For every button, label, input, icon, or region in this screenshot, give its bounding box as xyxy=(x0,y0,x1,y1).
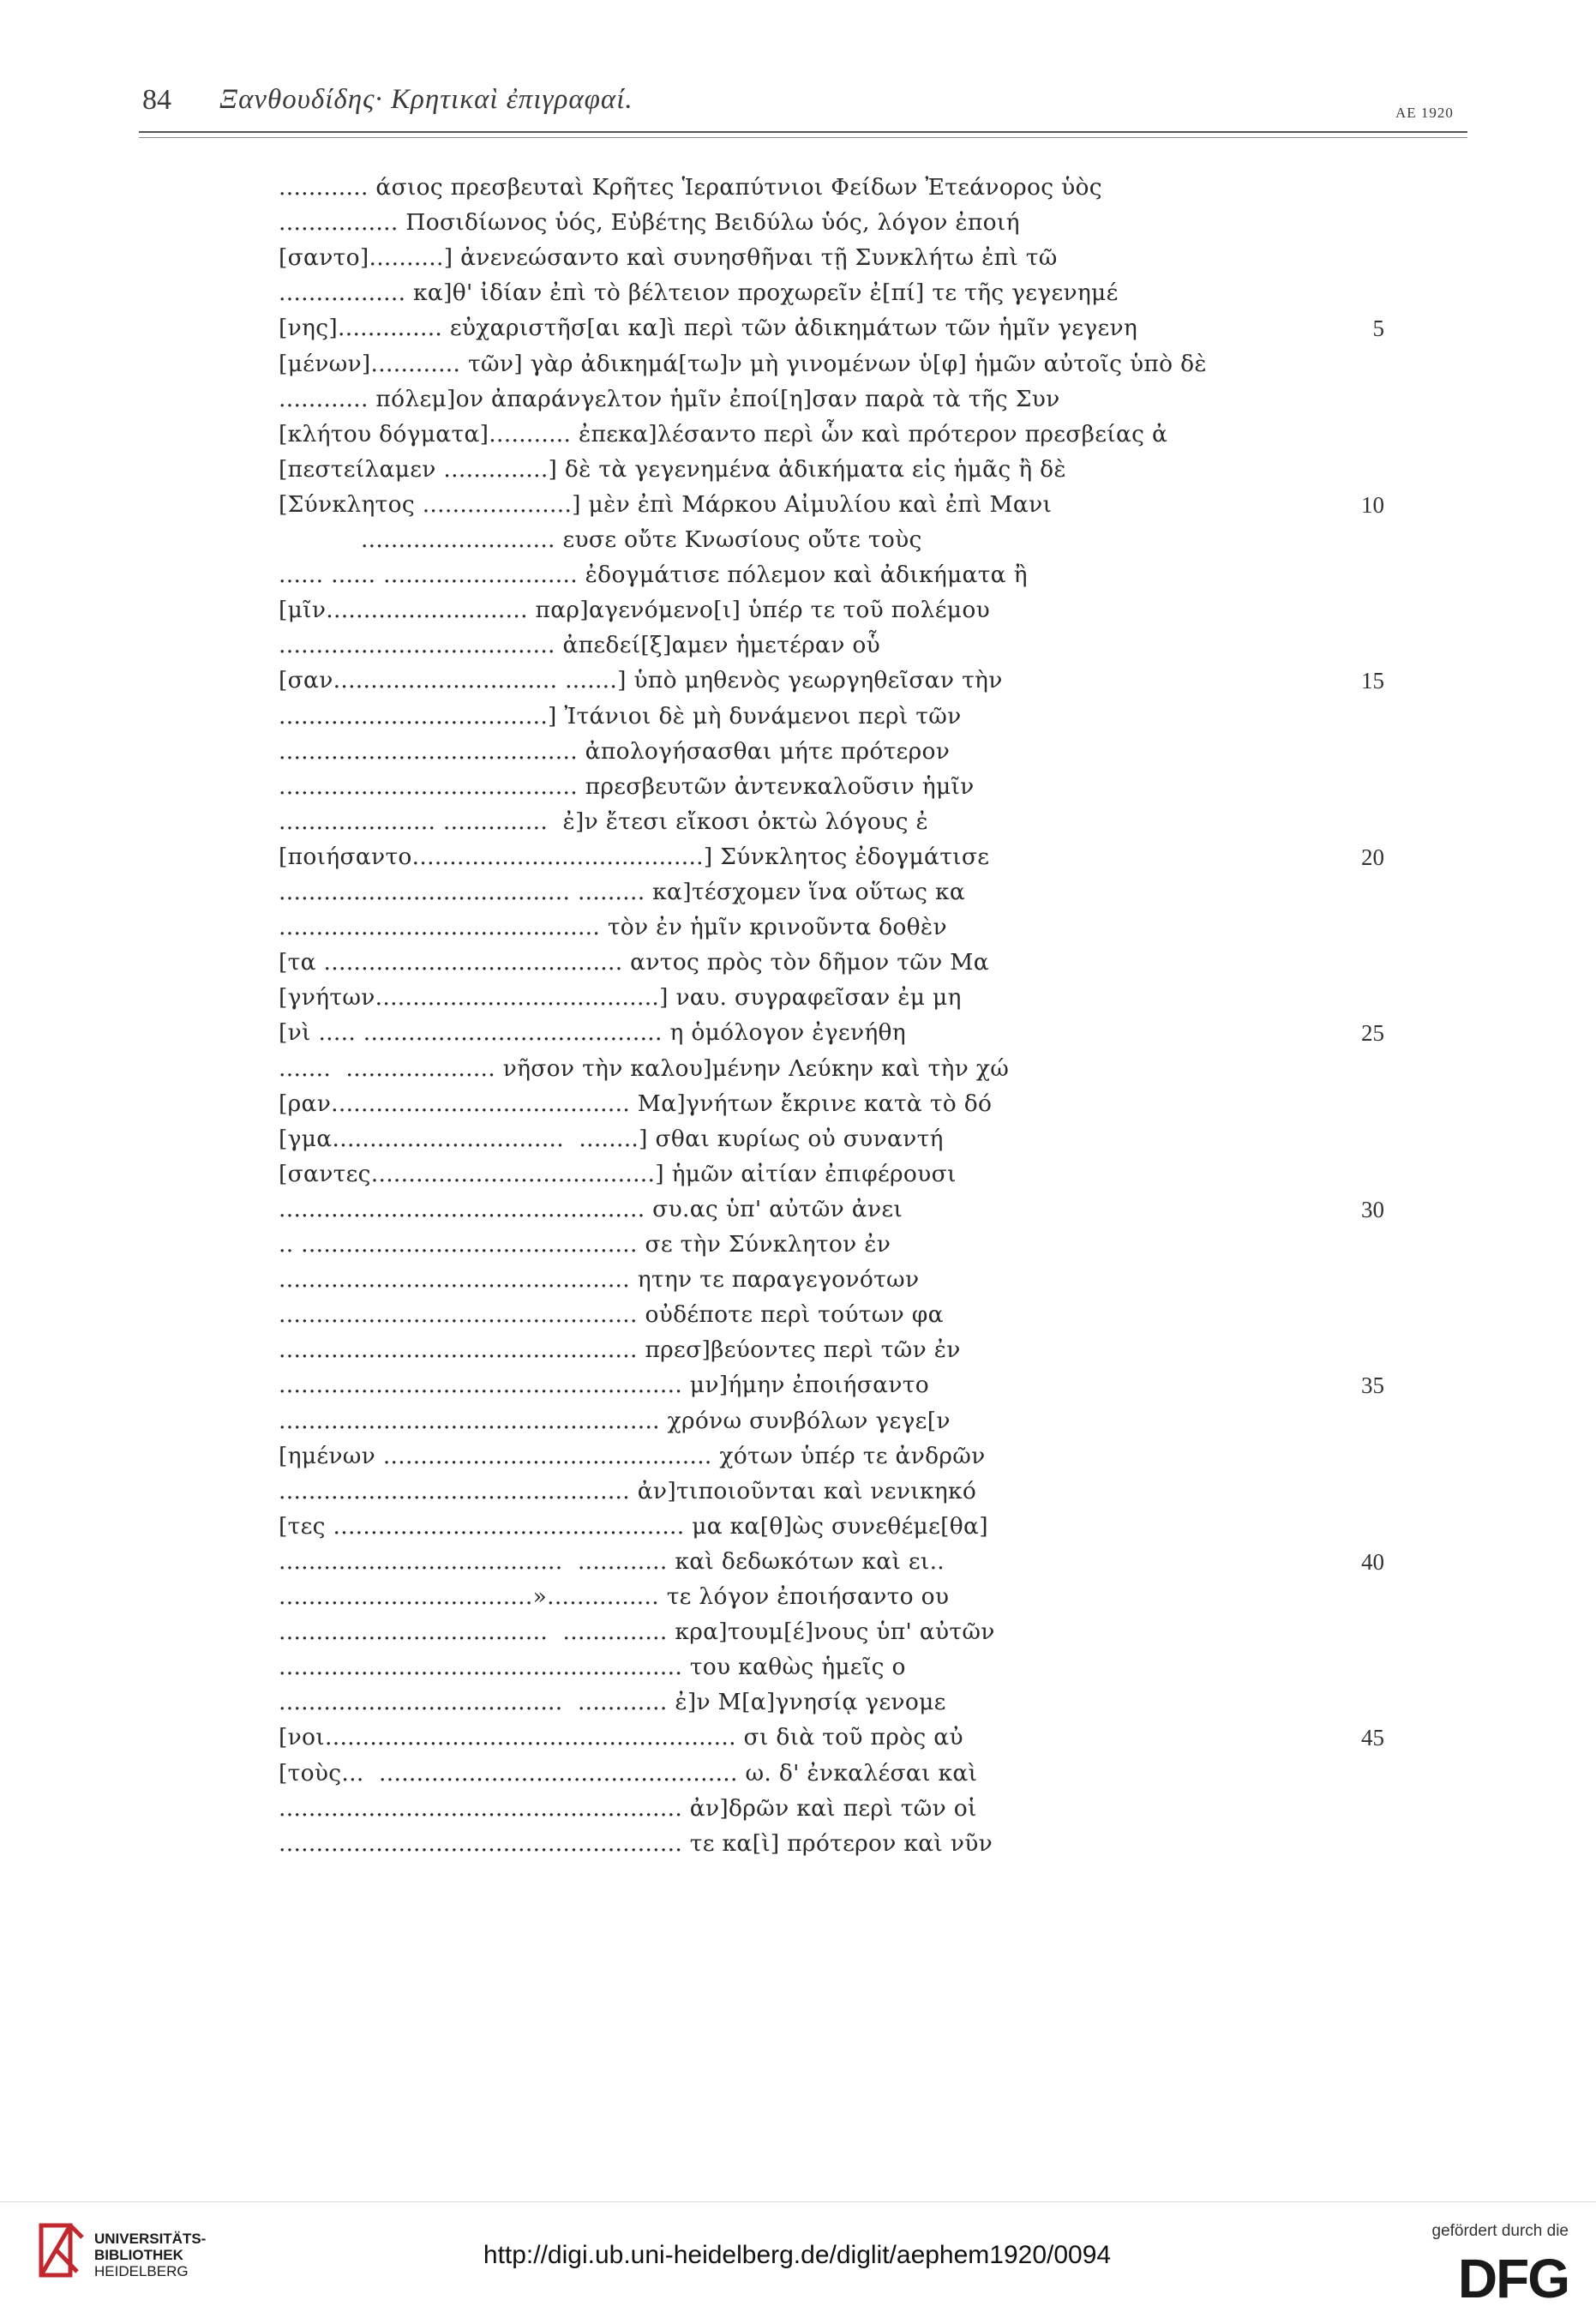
line-number: 25 xyxy=(1361,1020,1384,1046)
inscription-line: [νοι....................................................... σι διὰ τοῦ πρὸς αὐ xyxy=(279,1724,963,1751)
inscription-line: .......................... ευσε οὔτε Κνωσίους οὔτε τοὺς xyxy=(279,526,922,553)
inscription-line: [Σύνκλητος ....................] μὲν ἐπὶ Μάρκου Αἰμυλίου καὶ ἐπὶ Μανι xyxy=(279,491,1053,518)
inscription-line: ..................................»............... τε λόγον ἐποιήσαντο ου xyxy=(279,1583,950,1610)
university-library-logo-icon xyxy=(38,2220,86,2282)
inscription-line: ...................................................... του καθὼς ἡμεῖς ο xyxy=(279,1654,906,1680)
inscription-line: ..................................... ἀπεδεί[ξ]αμεν ἡμετέραν οὗ xyxy=(279,632,881,658)
inscription-line: [τες ............................................... μα κα[θ]ὼς συνεθέμε[θα] xyxy=(279,1513,988,1540)
inscription-line: ............................................... ἀν]τιποιοῦνται καὶ νενικηκό xyxy=(279,1478,977,1504)
inscription-line: ...................................................... ἀν]δρῶν καὶ περὶ τῶν οἱ xyxy=(279,1795,977,1822)
inscription-line: [μένων]............ τῶν] γὰρ ἀδικημά[τω]ν μὴ γινομένων ὑ[φ] ἡμῶν αὐτοῖς ὑπὸ δὲ xyxy=(279,351,1207,377)
inscription-line: ...................................................... τε κα[ὶ] πρότερον καὶ νῦν xyxy=(279,1830,993,1857)
library-name-line-1: UNIVERSITÄTS- xyxy=(94,2231,207,2247)
header-rule xyxy=(139,131,1467,133)
dfg-logo: DFG xyxy=(1457,2248,1569,2309)
inscription-line: ...................................... ............ ἐ]ν Μ[α]γνησίᾳ γενομε xyxy=(279,1689,946,1715)
inscription-line: [νὶ ..... ........................................ η ὁμόλογον ἐγενήθη xyxy=(279,1019,906,1046)
inscription-line: [νης].............. εὐχαριστῆσ[αι κα]ὶ περὶ τῶν ἀδικημάτων τῶν ἡμῖν γεγενη xyxy=(279,315,1138,341)
line-number: 5 xyxy=(1372,315,1384,341)
inscription-line: ....................................... ......... κα]τέσχομεν ἵνα οὕτως κα xyxy=(279,879,966,905)
inscription-line: ............ πόλεμ]ον ἀπαράνγελτον ἡμῖν ἐποί[η]σαν παρὰ τὰ τῆς Συν xyxy=(279,386,1060,412)
inscription-line: ............ άσιος πρεσβευταὶ Κρῆτες Ἱεραπύτνιοι Φείδων Ἐτεάνορος ὑὸς xyxy=(279,174,1102,201)
inscription-line: ..................... .............. ἐ]ν ἔτεσι εἴκοσι ὀκτὼ λόγους ἐ xyxy=(279,808,928,835)
footer xyxy=(0,2201,1596,2324)
header-rule-thin xyxy=(139,137,1467,138)
inscription-line: ....... .................... νῆσον τὴν καλου]μένην Λεύκην καὶ τὴν χώ xyxy=(279,1055,1010,1082)
university-library-name xyxy=(94,2231,206,2279)
funding-caption: gefördert durch die xyxy=(1431,2222,1569,2240)
inscription-line: .................................... .............. κρα]τουμ[έ]νους ὑπ' αὐτῶν xyxy=(279,1618,995,1645)
inscription-line: ................ Ποσιδίωνος ὑός, Εὐβέτης Βειδύλω ὑός, λόγον ἐποιή xyxy=(279,209,1020,236)
permalink-url[interactable]: http://digi.ub.uni-heidelberg.de/diglit/aephem1920/0094 xyxy=(483,2241,1112,2269)
line-number: 35 xyxy=(1361,1372,1384,1398)
inscription-line: [γμα............................... ........] σθαι κυρίως οὐ συναντή xyxy=(279,1126,944,1152)
inscription-line: ................................................... χρόνω συνβόλων γεγε[ν xyxy=(279,1408,951,1434)
inscription-line: ....................................] Ἰτάνιοι δὲ μὴ δυνάμενοι περὶ τῶν xyxy=(279,703,962,730)
inscription-line: ................. κα]θ' ἰδίαν ἐπὶ τὸ βέλτειον προχωρεῖν ἐ[πί] τε τῆς γεγενημέ xyxy=(279,279,1119,306)
inscription-line: [κλήτου δόγματα]........... ἐπεκα]λέσαντο περὶ ὧν καὶ πρότερον πρεσβείας ἀ xyxy=(279,421,1168,447)
inscription-line: ...................................................... μν]ήμην ἐποιήσαντο xyxy=(279,1372,929,1398)
line-number: 40 xyxy=(1361,1549,1384,1575)
inscription-line: ............................................... ητην τε παραγεγονότων xyxy=(279,1266,920,1293)
inscription-line: [σαντες......................................] ἡμῶν αἰτίαν ἐπιφέρουσι xyxy=(279,1161,957,1187)
inscription-line: .. ............................................. σε τὴν Σύνκλητον ἐν xyxy=(279,1231,891,1258)
journal-tag: ΑΕ 1920 xyxy=(1395,105,1454,121)
inscription-line: [ημένων ............................................ χότων ὑπέρ τε ἀνδρῶν xyxy=(279,1443,986,1469)
inscription-line: ........................................... τὸν ἐν ἡμῖν κρινοῦντα δοθὲν xyxy=(279,914,947,940)
page-number: 84 xyxy=(142,84,171,116)
inscription-line: [τοὺς... ................................................ ω. δ' ἐνκαλέσαι καὶ xyxy=(279,1760,978,1787)
inscription-line: [σαντο]..........] ἀνενεώσαντο καὶ συνησθῆναι τῇ Συνκλήτω ἐπὶ τῶ xyxy=(279,244,1058,271)
running-title: Ξανθουδίδης· Κρητικαὶ ἐπιγραφαί. xyxy=(219,84,633,115)
line-number: 20 xyxy=(1361,844,1384,870)
inscription-line: ................................................ πρεσ]βεύοντες περὶ τῶν ἐν xyxy=(279,1336,961,1363)
inscription-line: [μῖν........................... παρ]αγενόμενο[ι] ὑπέρ τε τοῦ πολέμου xyxy=(279,597,990,623)
library-name-line-2: BIBLIOTHEK xyxy=(94,2247,183,2263)
inscription-line: [τα ........................................ αντος πρὸς τὸν δῆμον τῶν Μα xyxy=(279,949,989,976)
inscription-line: [γνήτων......................................] ναυ. συγραφεῖσαν ἐμ μη xyxy=(279,984,962,1011)
inscription-line: [πεστείλαμεν ..............] δὲ τὰ γεγενημένα ἀδικήματα εἰς ἡμᾶς ἢ δὲ xyxy=(279,456,1066,483)
library-city: HEIDELBERG xyxy=(94,2263,189,2279)
inscription-line: ........................................ πρεσβευτῶν ἀντενκαλοῦσιν ἡμῖν xyxy=(279,773,975,800)
inscription-line: [ραν........................................ Μα]γνήτων ἔκρινε κατὰ τὸ δό xyxy=(279,1090,993,1117)
inscription-line: ................................................ οὐδέποτε περὶ τούτων φα xyxy=(279,1301,944,1328)
line-number: 30 xyxy=(1361,1197,1384,1222)
inscription-line: [ποιήσαντο.......................................] Σύνκλητος ἐδογμάτισε xyxy=(279,844,990,870)
line-number: 15 xyxy=(1361,668,1384,694)
inscription-line: ........................................ ἀπολογήσασθαι μήτε πρότερον xyxy=(279,738,951,765)
inscription-line: ................................................. συ.ας ὑπ' αὐτῶν ἀνει xyxy=(279,1196,903,1222)
line-number: 45 xyxy=(1361,1725,1384,1751)
inscription-line: ...................................... ............ καὶ δεδωκότων καὶ ει.. xyxy=(279,1548,945,1575)
line-number: 10 xyxy=(1361,492,1384,518)
inscription-line: ...... ...... .......................... ἐδογμάτισε πόλεμον καὶ ἀδικήματα ἢ xyxy=(279,561,1028,588)
footer-rule xyxy=(0,2201,1596,2202)
inscription-line: [σαν.............................. .......] ὑπὸ μηθενὸς γεωργηθεῖσαν τὴν xyxy=(279,667,1003,694)
page-header xyxy=(0,0,1596,146)
